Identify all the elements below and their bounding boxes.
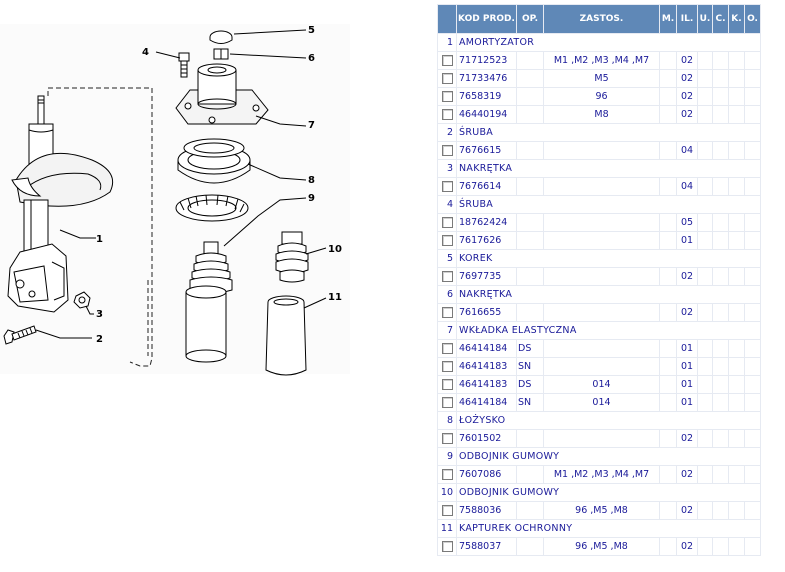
part-u <box>698 88 712 105</box>
part-c <box>713 358 728 375</box>
select-checkbox[interactable] <box>442 217 453 228</box>
part-m <box>660 376 676 393</box>
callout-4: 4 <box>142 47 149 58</box>
callout-5: 5 <box>308 25 315 36</box>
part-o <box>745 430 760 447</box>
part-c <box>713 268 728 285</box>
part-application: 014 <box>544 394 659 411</box>
group-name: KOREK <box>457 250 760 267</box>
header-k: K. <box>729 5 744 33</box>
part-option <box>517 88 543 105</box>
select-checkbox[interactable] <box>442 379 453 390</box>
select-checkbox-cell <box>438 340 456 357</box>
part-code: 46414184 <box>457 394 516 411</box>
select-checkbox-cell <box>438 394 456 411</box>
part-u <box>698 52 712 69</box>
part-o <box>745 106 760 123</box>
group-name: ŚRUBA <box>457 196 760 213</box>
part-k <box>729 376 744 393</box>
select-checkbox[interactable] <box>442 145 453 156</box>
header-o: O. <box>745 5 760 33</box>
group-number: 11 <box>438 520 456 537</box>
header-m: M. <box>660 5 676 33</box>
part-option <box>517 142 543 159</box>
part-u <box>698 178 712 195</box>
select-checkbox[interactable] <box>442 433 453 444</box>
part-code: 71733476 <box>457 70 516 87</box>
header-op: OP. <box>517 5 543 33</box>
part-c <box>713 142 728 159</box>
part-o <box>745 358 760 375</box>
part-m <box>660 466 676 483</box>
group-number: 5 <box>438 250 456 267</box>
group-number: 8 <box>438 412 456 429</box>
select-checkbox[interactable] <box>442 73 453 84</box>
group-row <box>438 250 760 267</box>
callout-1: 1 <box>96 234 103 245</box>
part-option: SN <box>517 394 543 411</box>
part-option <box>517 70 543 87</box>
part-m <box>660 178 676 195</box>
part-code: 7588037 <box>457 538 516 555</box>
part-quantity: 01 <box>677 340 697 357</box>
part-c <box>713 394 728 411</box>
group-row <box>438 322 760 339</box>
select-checkbox-cell <box>438 538 456 555</box>
part-k <box>729 538 744 555</box>
part-k <box>729 70 744 87</box>
part-u <box>698 304 712 321</box>
part-k <box>729 304 744 321</box>
part-code: 71712523 <box>457 52 516 69</box>
select-checkbox-cell <box>438 142 456 159</box>
part-c <box>713 466 728 483</box>
part-quantity: 02 <box>677 430 697 447</box>
part-code: 7676614 <box>457 178 516 195</box>
group-row <box>438 448 760 465</box>
part-o <box>745 178 760 195</box>
part-quantity: 02 <box>677 88 697 105</box>
select-checkbox[interactable] <box>442 343 453 354</box>
callout-3: 3 <box>96 309 103 320</box>
part-k <box>729 394 744 411</box>
group-name: NAKRĘTKA <box>457 286 760 303</box>
table-row <box>438 376 760 393</box>
parts-table-body <box>438 34 760 555</box>
table-row <box>438 304 760 321</box>
group-name: AMORTYZATOR <box>457 34 760 51</box>
group-number: 6 <box>438 286 456 303</box>
part-option <box>517 268 543 285</box>
select-checkbox-cell <box>438 52 456 69</box>
table-row <box>438 502 760 519</box>
part-o <box>745 376 760 393</box>
table-row <box>438 142 760 159</box>
part-u <box>698 430 712 447</box>
part-application <box>544 214 659 231</box>
header-kod-prod: KOD PROD. <box>457 5 516 33</box>
table-row <box>438 538 760 555</box>
table-row <box>438 430 760 447</box>
group-row <box>438 34 760 51</box>
part-application <box>544 142 659 159</box>
group-name: ODBOJNIK GUMOWY <box>457 484 760 501</box>
select-checkbox[interactable] <box>442 91 453 102</box>
part-m <box>660 52 676 69</box>
table-row <box>438 394 760 411</box>
part-m <box>660 430 676 447</box>
group-row <box>438 520 760 537</box>
part-u <box>698 376 712 393</box>
part-k <box>729 142 744 159</box>
select-checkbox[interactable] <box>442 109 453 120</box>
part-c <box>713 304 728 321</box>
table-row <box>438 268 760 285</box>
part-o <box>745 394 760 411</box>
part-c <box>713 214 728 231</box>
select-checkbox[interactable] <box>442 541 453 552</box>
group-number: 10 <box>438 484 456 501</box>
part-application: 014 <box>544 376 659 393</box>
select-checkbox[interactable] <box>442 469 453 480</box>
callout-11: 11 <box>328 292 342 303</box>
part-application: M5 <box>544 70 659 87</box>
header-c: C. <box>713 5 728 33</box>
part-m <box>660 214 676 231</box>
part-k <box>729 466 744 483</box>
header-il: IL. <box>677 5 697 33</box>
group-name: WKŁADKA ELASTYCZNA <box>457 322 760 339</box>
part-quantity: 02 <box>677 70 697 87</box>
part-u <box>698 106 712 123</box>
part-m <box>660 502 676 519</box>
group-row <box>438 484 760 501</box>
part-option: DS <box>517 376 543 393</box>
part-k <box>729 52 744 69</box>
part-m <box>660 340 676 357</box>
part-k <box>729 268 744 285</box>
group-name: ODBOJNIK GUMOWY <box>457 448 760 465</box>
part-option <box>517 304 543 321</box>
part-m <box>660 394 676 411</box>
part-m <box>660 142 676 159</box>
part-code: 46440194 <box>457 106 516 123</box>
part-k <box>729 340 744 357</box>
part-quantity: 04 <box>677 178 697 195</box>
group-number: 2 <box>438 124 456 141</box>
group-name: NAKRĘTKA <box>457 160 760 177</box>
part-application <box>544 358 659 375</box>
group-row <box>438 412 760 429</box>
table-row <box>438 340 760 357</box>
part-quantity: 02 <box>677 466 697 483</box>
part-u <box>698 502 712 519</box>
select-checkbox-cell <box>438 502 456 519</box>
part-u <box>698 394 712 411</box>
part-quantity: 01 <box>677 376 697 393</box>
group-row <box>438 160 760 177</box>
part-option <box>517 52 543 69</box>
select-checkbox-cell <box>438 268 456 285</box>
part-c <box>713 376 728 393</box>
table-row <box>438 178 760 195</box>
part-o <box>745 214 760 231</box>
group-number: 9 <box>438 448 456 465</box>
select-checkbox-cell <box>438 178 456 195</box>
part-application <box>544 268 659 285</box>
parts-table <box>437 4 761 556</box>
callout-8: 8 <box>308 175 315 186</box>
select-checkbox-cell <box>438 304 456 321</box>
select-checkbox-cell <box>438 88 456 105</box>
part-k <box>729 88 744 105</box>
table-row <box>438 358 760 375</box>
part-k <box>729 232 744 249</box>
part-c <box>713 52 728 69</box>
part-quantity: 02 <box>677 538 697 555</box>
select-checkbox[interactable] <box>442 361 453 372</box>
part-c <box>713 106 728 123</box>
part-c <box>713 70 728 87</box>
select-checkbox-cell <box>438 232 456 249</box>
select-checkbox-cell <box>438 106 456 123</box>
part-c <box>713 430 728 447</box>
select-checkbox-cell <box>438 358 456 375</box>
part-application <box>544 178 659 195</box>
part-m <box>660 358 676 375</box>
part-option <box>517 214 543 231</box>
callout-6: 6 <box>308 53 315 64</box>
part-m <box>660 70 676 87</box>
group-row <box>438 124 760 141</box>
part-code: 46414183 <box>457 358 516 375</box>
part-quantity: 01 <box>677 358 697 375</box>
select-checkbox-cell <box>438 376 456 393</box>
part-quantity: 02 <box>677 106 697 123</box>
group-number: 1 <box>438 34 456 51</box>
part-quantity: 01 <box>677 394 697 411</box>
part-code: 7676615 <box>457 142 516 159</box>
select-checkbox[interactable] <box>442 505 453 516</box>
part-application <box>544 304 659 321</box>
part-code: 7658319 <box>457 88 516 105</box>
part-option <box>517 232 543 249</box>
part-quantity: 02 <box>677 304 697 321</box>
part-code: 7616655 <box>457 304 516 321</box>
group-name: ŁOŻYSKO <box>457 412 760 429</box>
part-quantity: 05 <box>677 214 697 231</box>
group-number: 7 <box>438 322 456 339</box>
part-o <box>745 52 760 69</box>
header-select <box>438 5 456 33</box>
part-k <box>729 358 744 375</box>
part-application: M8 <box>544 106 659 123</box>
part-application: 96 ,M5 ,M8 <box>544 502 659 519</box>
part-code: 18762424 <box>457 214 516 231</box>
part-o <box>745 502 760 519</box>
select-checkbox-cell <box>438 430 456 447</box>
part-u <box>698 70 712 87</box>
part-k <box>729 214 744 231</box>
group-row <box>438 196 760 213</box>
table-row <box>438 70 760 87</box>
part-o <box>745 340 760 357</box>
part-c <box>713 538 728 555</box>
select-checkbox-cell <box>438 70 456 87</box>
part-u <box>698 268 712 285</box>
part-quantity: 01 <box>677 232 697 249</box>
select-checkbox[interactable] <box>442 271 453 282</box>
table-row <box>438 232 760 249</box>
part-option <box>517 430 543 447</box>
part-application <box>544 232 659 249</box>
part-k <box>729 106 744 123</box>
part-u <box>698 538 712 555</box>
table-row <box>438 106 760 123</box>
group-name: ŚRUBA <box>457 124 760 141</box>
part-code: 7601502 <box>457 430 516 447</box>
part-m <box>660 268 676 285</box>
callout-9: 9 <box>308 193 315 204</box>
header-zastos: ZASTOS. <box>544 5 659 33</box>
table-row <box>438 88 760 105</box>
part-option <box>517 106 543 123</box>
group-name: KAPTUREK OCHRONNY <box>457 520 760 537</box>
exploded-parts-diagram <box>0 0 360 572</box>
part-option <box>517 466 543 483</box>
part-c <box>713 502 728 519</box>
part-u <box>698 340 712 357</box>
part-o <box>745 232 760 249</box>
select-checkbox[interactable] <box>442 55 453 66</box>
part-m <box>660 232 676 249</box>
part-code: 7697735 <box>457 268 516 285</box>
part-application: M1 ,M2 ,M3 ,M4 ,M7 <box>544 52 659 69</box>
callout-2: 2 <box>96 334 103 345</box>
group-row <box>438 286 760 303</box>
part-code: 46414184 <box>457 340 516 357</box>
part-o <box>745 88 760 105</box>
part-quantity: 02 <box>677 502 697 519</box>
part-application: 96 ,M5 ,M8 <box>544 538 659 555</box>
callout-10: 10 <box>328 244 342 255</box>
table-row <box>438 214 760 231</box>
table-header-row <box>438 5 760 33</box>
part-o <box>745 70 760 87</box>
part-option: DS <box>517 340 543 357</box>
part-o <box>745 304 760 321</box>
part-option <box>517 538 543 555</box>
part-c <box>713 88 728 105</box>
select-checkbox-cell <box>438 214 456 231</box>
part-code: 7617626 <box>457 232 516 249</box>
part-code: 7607086 <box>457 466 516 483</box>
select-checkbox[interactable] <box>442 307 453 318</box>
part-o <box>745 538 760 555</box>
part-o <box>745 142 760 159</box>
part-code: 7588036 <box>457 502 516 519</box>
part-k <box>729 502 744 519</box>
part-application <box>544 430 659 447</box>
part-m <box>660 88 676 105</box>
group-number: 4 <box>438 196 456 213</box>
part-option: SN <box>517 358 543 375</box>
select-checkbox-cell <box>438 466 456 483</box>
part-u <box>698 214 712 231</box>
part-m <box>660 538 676 555</box>
part-u <box>698 466 712 483</box>
table-row <box>438 52 760 69</box>
part-code: 46414183 <box>457 376 516 393</box>
part-quantity: 02 <box>677 268 697 285</box>
part-o <box>745 268 760 285</box>
part-k <box>729 178 744 195</box>
part-application: 96 <box>544 88 659 105</box>
part-k <box>729 430 744 447</box>
part-m <box>660 106 676 123</box>
header-u: U. <box>698 5 712 33</box>
part-application <box>544 340 659 357</box>
part-quantity: 04 <box>677 142 697 159</box>
select-checkbox[interactable] <box>442 397 453 408</box>
part-c <box>713 340 728 357</box>
part-c <box>713 232 728 249</box>
part-u <box>698 358 712 375</box>
callout-7: 7 <box>308 120 315 131</box>
part-option <box>517 178 543 195</box>
part-quantity: 02 <box>677 52 697 69</box>
part-u <box>698 142 712 159</box>
part-option <box>517 502 543 519</box>
select-checkbox[interactable] <box>442 181 453 192</box>
part-m <box>660 304 676 321</box>
part-application: M1 ,M2 ,M3 ,M4 ,M7 <box>544 466 659 483</box>
group-number: 3 <box>438 160 456 177</box>
table-row <box>438 466 760 483</box>
part-u <box>698 232 712 249</box>
part-c <box>713 178 728 195</box>
select-checkbox[interactable] <box>442 235 453 246</box>
part-o <box>745 466 760 483</box>
